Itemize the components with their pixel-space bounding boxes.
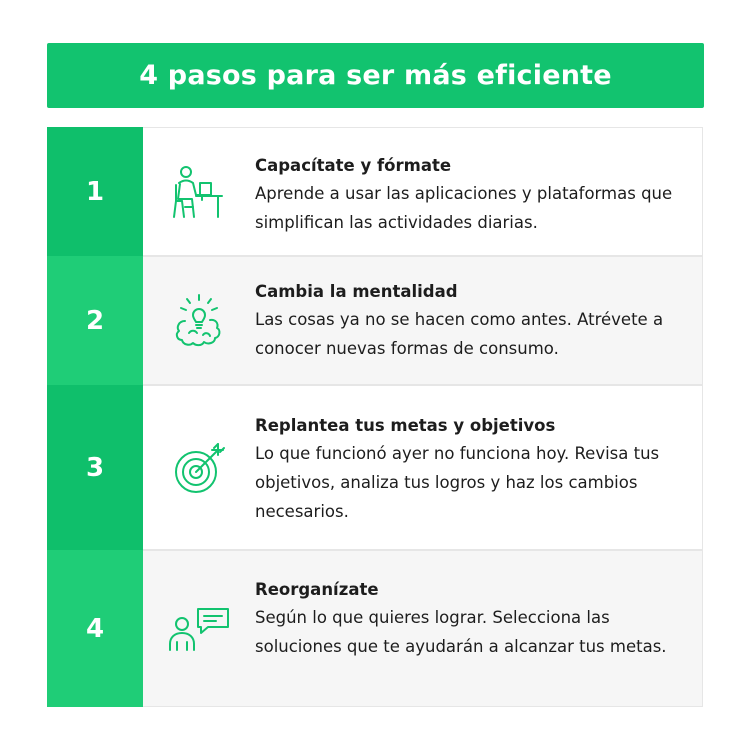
step-title: Reorganízate <box>255 580 379 599</box>
target-arrow-icon <box>143 439 255 497</box>
step-title: Capacítate y fórmate <box>255 156 452 175</box>
step-title: Replantea tus metas y objetivos <box>255 416 556 435</box>
header-banner <box>47 43 704 108</box>
step-3 <box>47 385 703 550</box>
step-description: Aprende a usar las aplicaciones y plataformas que simplifican las actividades diarias. <box>255 184 673 232</box>
step-number: 1 <box>47 127 143 256</box>
step-description: Las cosas ya no se hacen como antes. Atrévete a conocer nuevas formas de consumo. <box>255 310 664 358</box>
step-description: Lo que funcionó ayer no funciona hoy. Revisa tus objetivos, analiza tus logros y haz los cambios necesarios. <box>255 444 660 521</box>
step-content <box>143 550 703 707</box>
step-description: Según lo que quieres lograr. Selecciona las soluciones que te ayudarán a alcanzar tus metas. <box>255 608 667 656</box>
step-content <box>143 127 703 256</box>
step-number: 2 <box>47 256 143 385</box>
step-content <box>143 385 703 550</box>
brain-lightbulb-icon <box>143 291 255 351</box>
person-speech-bubble-icon <box>143 606 255 652</box>
step-4 <box>47 550 703 707</box>
step-title: Cambia la mentalidad <box>255 282 458 301</box>
person-at-desk-icon <box>143 163 255 221</box>
step-number: 4 <box>47 550 143 707</box>
page-title: 4 pasos para ser más eficiente <box>139 60 612 91</box>
step-2 <box>47 256 703 385</box>
step-content <box>143 256 703 385</box>
step-1 <box>47 127 703 256</box>
step-number: 3 <box>47 385 143 550</box>
